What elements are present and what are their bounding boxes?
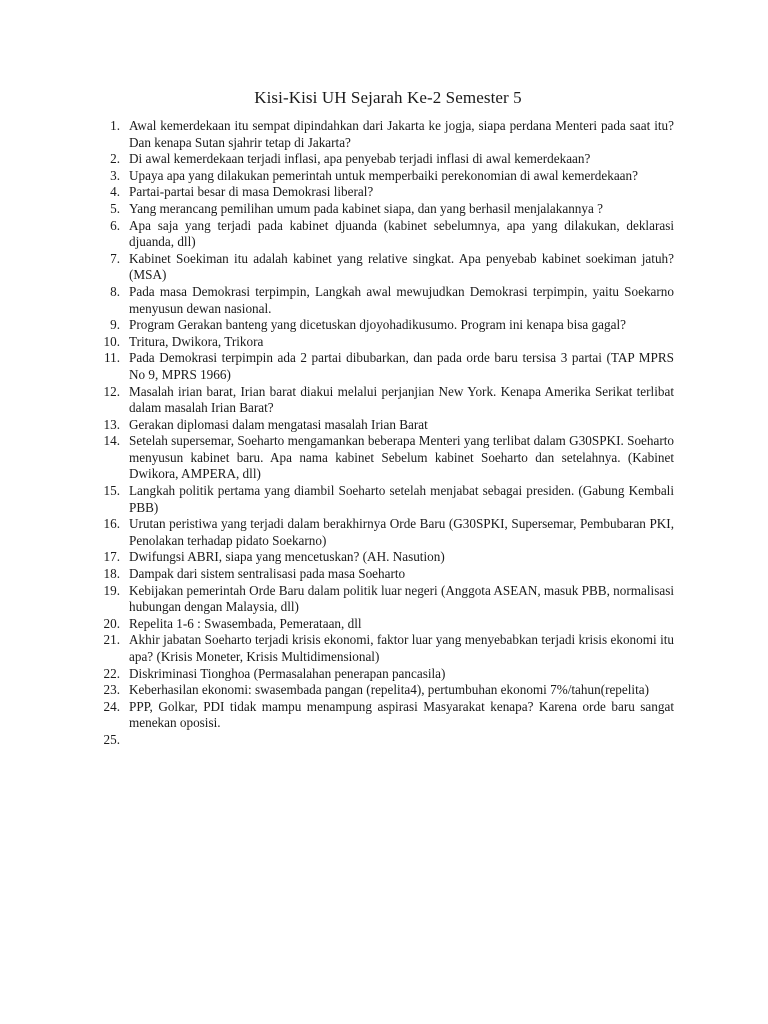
question-number: 15.: [103, 483, 120, 499]
question-number: 11.: [104, 350, 120, 366]
question-number: 9.: [110, 317, 120, 333]
question-number: 18.: [103, 566, 120, 582]
question-text: PPP, Golkar, PDI tidak mampu menampung aspirasi Masyarakat kenapa? Karena orde baru sangat menekan oposisi.: [129, 698, 674, 731]
question-text: Kabinet Soekiman itu adalah kabinet yang relative singkat. Apa penyebab kabinet soekiman jatuh? (MSA): [129, 250, 674, 283]
question-text: Kebijakan pemerintah Orde Baru dalam politik luar negeri (Anggota ASEAN, masuk PBB, normalisasi hubungan dengan Malaysia, dll): [129, 582, 674, 615]
list-item: [96, 566, 674, 583]
question-number: 5.: [110, 200, 120, 216]
list-item: [96, 732, 674, 749]
question-number: 25.: [103, 731, 120, 747]
question-number: 19.: [103, 582, 120, 598]
question-text: Partai-partai besar di masa Demokrasi liberal?: [129, 184, 374, 200]
question-number: 13.: [103, 416, 120, 432]
list-item: [96, 118, 674, 151]
question-text: Akhir jabatan Soeharto terjadi krisis ekonomi, faktor luar yang menyebabkan terjadi krisis ekonomi itu apa? (Krisis Moneter, Krisis Multidimensional): [129, 632, 674, 664]
question-text: Program Gerakan banteng yang dicetuskan djoyohadikusumo. Program ini kenapa bisa gagal?: [129, 317, 626, 333]
question-text: Gerakan diplomasi dalam mengatasi masalah Irian Barat: [129, 416, 428, 432]
question-text: Setelah supersemar, Soeharto mengamankan beberapa Menteri yang terlibat dalam G30SPKI. Soeharto menyusun kabinet baru. Apa nama kabinet Sebelum kabinet Soeharto dan setelahnya. (Kabinet Dwikora, AMPERA, dll): [129, 433, 674, 482]
question-number: 20.: [103, 615, 120, 631]
list-item: [96, 516, 674, 549]
question-number: 22.: [103, 665, 120, 681]
question-number: 3.: [110, 167, 120, 183]
question-number: 21.: [103, 632, 120, 648]
list-item: [96, 417, 674, 434]
question-number: 4.: [110, 184, 120, 200]
question-number: 16.: [103, 516, 120, 532]
question-number: 14.: [103, 433, 120, 449]
question-number: 1.: [110, 118, 120, 133]
list-item: [96, 433, 674, 483]
list-item: [96, 251, 674, 284]
list-item: [96, 201, 674, 218]
question-text: Pada masa Demokrasi terpimpin, Langkah awal mewujudkan Demokrasi terpimpin, yaitu Soekarno menyusun dewan nasional.: [129, 283, 674, 316]
question-number: 23.: [103, 682, 120, 698]
question-text: Awal kemerdekaan itu sempat dipindahkan dari Jakarta ke jogja, siapa perdana Menteri pada saat itu? Dan kenapa Sutan sjahrir tetap di Jakarta?: [129, 118, 674, 150]
document-title: Kisi-Kisi UH Sejarah Ke-2 Semester 5: [254, 88, 522, 107]
list-item: [96, 632, 674, 665]
list-item: [96, 483, 674, 516]
question-text: Pada Demokrasi terpimpin ada 2 partai dibubarkan, dan pada orde baru tersisa 3 partai (TAP MPRS No 9, MPRS 1966): [129, 350, 674, 382]
question-number: 12.: [103, 383, 120, 399]
question-number: 10.: [103, 333, 120, 349]
question-text: [129, 732, 674, 749]
question-list: [96, 118, 674, 749]
list-item: [96, 184, 674, 201]
question-text: Yang merancang pemilihan umum pada kabinet siapa, dan yang berhasil menjalakannya ?: [129, 200, 603, 216]
question-text: Langkah politik pertama yang diambil Soeharto setelah menjabat sebagai presiden. (Gabung Kembali PBB): [129, 483, 674, 515]
question-text: Di awal kemerdekaan terjadi inflasi, apa penyebab terjadi inflasi di awal kemerdekaan?: [129, 151, 591, 167]
list-item: [96, 682, 674, 699]
question-text: Diskriminasi Tionghoa (Permasalahan penerapan pancasila): [129, 665, 446, 681]
question-text: Urutan peristiwa yang terjadi dalam berakhirnya Orde Baru (G30SPKI, Supersemar, Pembubaran PKI, Penolakan terhadap pidato Soekarno): [129, 516, 674, 548]
list-item: [96, 284, 674, 317]
question-number: 24.: [103, 698, 120, 714]
question-text: Dwifungsi ABRI, siapa yang mencetuskan? (AH. Nasution): [129, 549, 445, 565]
list-item: [96, 168, 674, 185]
list-item: [96, 583, 674, 616]
question-text: Masalah irian barat, Irian barat diakui melalui perjanjian New York. Kenapa Amerika Serikat terlibat dalam masalah Irian Barat?: [129, 383, 674, 416]
list-item: [96, 151, 674, 168]
list-item: [96, 334, 674, 351]
list-item: [96, 616, 674, 633]
list-item: [96, 549, 674, 566]
question-text: Repelita 1-6 : Swasembada, Pemerataan, dll: [129, 615, 362, 631]
list-item: [96, 384, 674, 417]
question-number: 17.: [103, 549, 120, 565]
question-number: 6.: [110, 217, 120, 233]
list-item: [96, 317, 674, 334]
question-text: Tritura, Dwikora, Trikora: [129, 333, 264, 349]
list-item: [96, 699, 674, 732]
question-text: Apa saja yang terjadi pada kabinet djuanda (kabinet sebelumnya, apa yang dilakukan, deklarasi djuanda, dll): [129, 217, 674, 250]
question-text: Upaya apa yang dilakukan pemerintah untuk memperbaiki perekonomian di awal kemerdekaan?: [129, 167, 638, 183]
question-number: 8.: [110, 283, 120, 299]
question-text: Dampak dari sistem sentralisasi pada masa Soeharto: [129, 566, 406, 582]
list-item: [96, 218, 674, 251]
question-number: 2.: [110, 151, 120, 167]
list-item: [96, 350, 674, 383]
question-number: 7.: [110, 250, 120, 266]
question-text: Keberhasilan ekonomi: swasembada pangan (repelita4), pertumbuhan ekonomi 7%/tahun(repelita): [129, 682, 649, 698]
list-item: [96, 666, 674, 683]
